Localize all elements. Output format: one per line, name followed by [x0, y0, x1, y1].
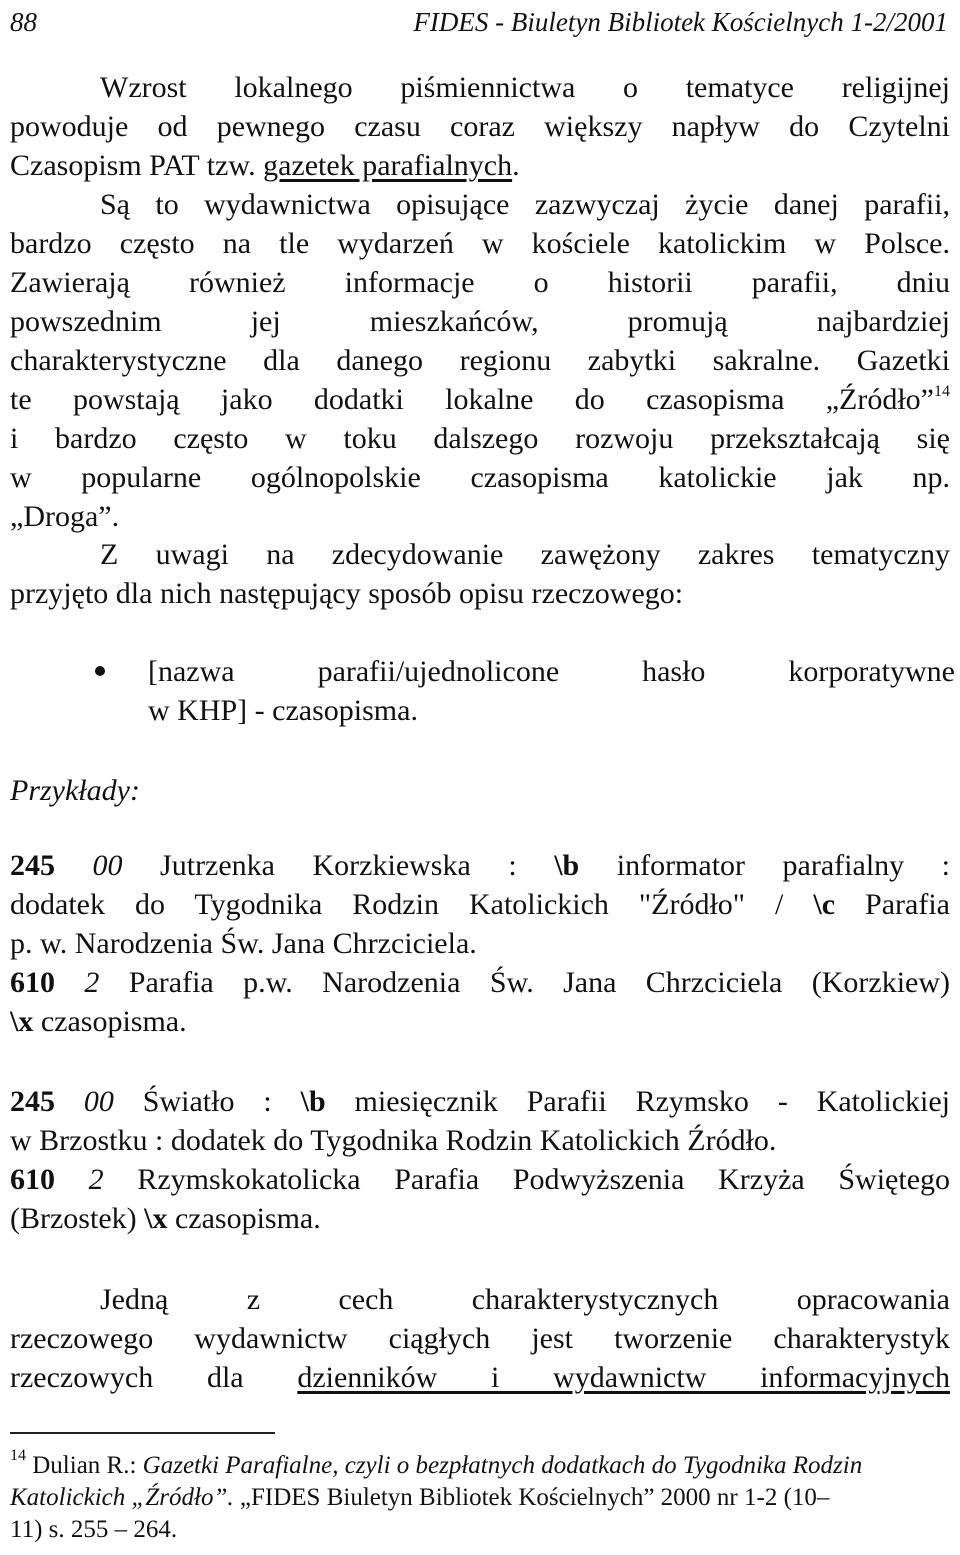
text-line: „Droga”.	[10, 500, 120, 533]
text-run: informator parafialny :	[579, 849, 951, 882]
text-line: rzeczowego wydawnictw ciągłych jest tworzenie charakterystyk	[10, 1322, 950, 1355]
footnote-title: Katolickich „Źródło”.	[10, 1484, 234, 1511]
text-run: .	[512, 149, 520, 182]
subfield-code: \b	[300, 1085, 326, 1118]
text-line: charakterystyczne dla danego regionu zabytki sakralne. Gazetki	[10, 344, 950, 377]
text-run: czasopisma.	[33, 1005, 187, 1038]
text-run: miesięcznik Parafii Rzymsko - Katolickiej	[325, 1085, 950, 1118]
text-line	[10, 1199, 950, 1238]
running-header: FIDES - Biuletyn Bibliotek Kościelnych 1-2/2001	[413, 7, 948, 37]
footnote-separator	[10, 1432, 275, 1434]
examples-heading	[10, 771, 950, 810]
text-line	[10, 380, 950, 419]
marc-indicator: 00	[92, 849, 123, 882]
text-line: Wzrost lokalnego piśmiennictwa o tematyce religijnej	[100, 71, 950, 104]
text-run: Rzymskokatolicka Parafia Podwyższenia Krzyża Świętego	[103, 1163, 951, 1196]
text-run: Jutrzenka Korzkiewska :	[122, 849, 555, 882]
text-line	[10, 1082, 950, 1121]
text-line: Są to wydawnictwa opisujące zazwyczaj życie danej parafii,	[100, 188, 950, 221]
text-run: czasopisma.	[167, 1202, 321, 1235]
text-line: powszednim jej mieszkańców, promują najbardziej	[10, 305, 950, 338]
text-run: rzeczowych dla	[10, 1361, 298, 1394]
bullet-dot-icon	[95, 666, 105, 676]
text-line	[10, 1358, 950, 1397]
text-run: Światło :	[113, 1085, 301, 1118]
footnote-source: „FIDES Biuletyn Bibliotek Kościelnych” 2000 nr 1-2 (10–	[233, 1484, 830, 1511]
text-run: (Brzostek)	[10, 1202, 145, 1235]
text-run: te powstają jako dodatki lokalne do czasopisma „Źródło”	[10, 383, 934, 416]
text-line	[10, 1160, 950, 1199]
footnote-line	[10, 1447, 955, 1482]
examples-label: Przykłady:	[10, 774, 140, 807]
text-line: Jedną z cech charakterystycznych opracowania	[100, 1283, 950, 1316]
text-line	[10, 963, 950, 1002]
marc-example-1	[10, 846, 950, 1041]
text-line: p. w. Narodzenia Św. Jana Chrzciciela.	[10, 927, 477, 960]
footnote-title: Gazetki Parafialne, czyli o bezpłatnych dodatkach do Tygodnika Rodzin	[142, 1452, 863, 1479]
bullet-item	[95, 652, 955, 730]
text-line: bardzo często na tle wydarzeń w kościele katolickim w Polsce.	[10, 227, 950, 260]
underlined-term: gazetek parafialnych	[263, 149, 513, 182]
marc-tag: 610	[10, 1163, 55, 1196]
marc-indicator: 00	[83, 1085, 114, 1118]
text-line	[10, 846, 950, 885]
text-run: dodatek do Tygodnika Rodzin Katolickich "Źródło" /	[10, 888, 814, 921]
footnote-author: Dulian R.:	[26, 1452, 143, 1479]
text-line: powoduje od pewnego czasu coraz większy napływ do Czytelni	[10, 110, 950, 143]
text-run: Parafia p.w. Narodzenia Św. Jana Chrzciciela (Korzkiew)	[99, 966, 950, 999]
text-line: Z uwagi na zdecydowanie zawężony zakres tematyczny	[100, 538, 950, 571]
text-line	[10, 1002, 950, 1041]
text-line: Zawierają również informacje o historii parafii, dniu	[10, 266, 950, 299]
marc-tag: 610	[10, 966, 55, 999]
footnote	[10, 1447, 955, 1546]
text-run: Czasopism PAT tzw.	[10, 149, 264, 182]
marc-tag: 245	[10, 849, 55, 882]
text-line: w KHP] - czasopisma.	[148, 694, 418, 727]
text-line: i bardzo często w toku dalszego rozwoju przekształcają się	[10, 422, 950, 455]
footnote-number: 14	[10, 1447, 26, 1464]
text-line: w popularne ogólnopolskie czasopisma katolickie jak np.	[10, 461, 950, 494]
subfield-code: \c	[813, 888, 836, 921]
marc-indicator: 2	[84, 966, 100, 999]
text-line: przyjęto dla nich następujący sposób opisu rzeczowego:	[10, 577, 684, 610]
paragraph-characteristics	[10, 1280, 950, 1397]
marc-tag: 245	[10, 1085, 55, 1118]
footnote-ref: 14	[934, 383, 950, 400]
marc-indicator: 2	[88, 1163, 104, 1196]
paragraph-subject-description	[10, 535, 950, 613]
page-number: 88	[10, 7, 37, 37]
text-line	[10, 885, 950, 924]
underlined-term: dzienników i wydawnictw informacyjnych	[297, 1361, 951, 1394]
text-line	[10, 146, 950, 185]
text-line: [nazwa parafii/ujednolicone hasło korporatywne	[148, 655, 955, 688]
footnote-line: 11) s. 255 – 264.	[10, 1516, 178, 1543]
text-run: Parafia	[835, 888, 950, 921]
footnote-line	[10, 1482, 955, 1514]
subfield-code: \x	[10, 1005, 34, 1038]
subfield-code: \x	[144, 1202, 168, 1235]
subfield-code: \b	[554, 849, 580, 882]
paragraph-parish-newsletters	[10, 68, 950, 536]
marc-example-2	[10, 1082, 950, 1238]
text-line: w Brzostku : dodatek do Tygodnika Rodzin Katolickich Źródło.	[10, 1124, 777, 1157]
